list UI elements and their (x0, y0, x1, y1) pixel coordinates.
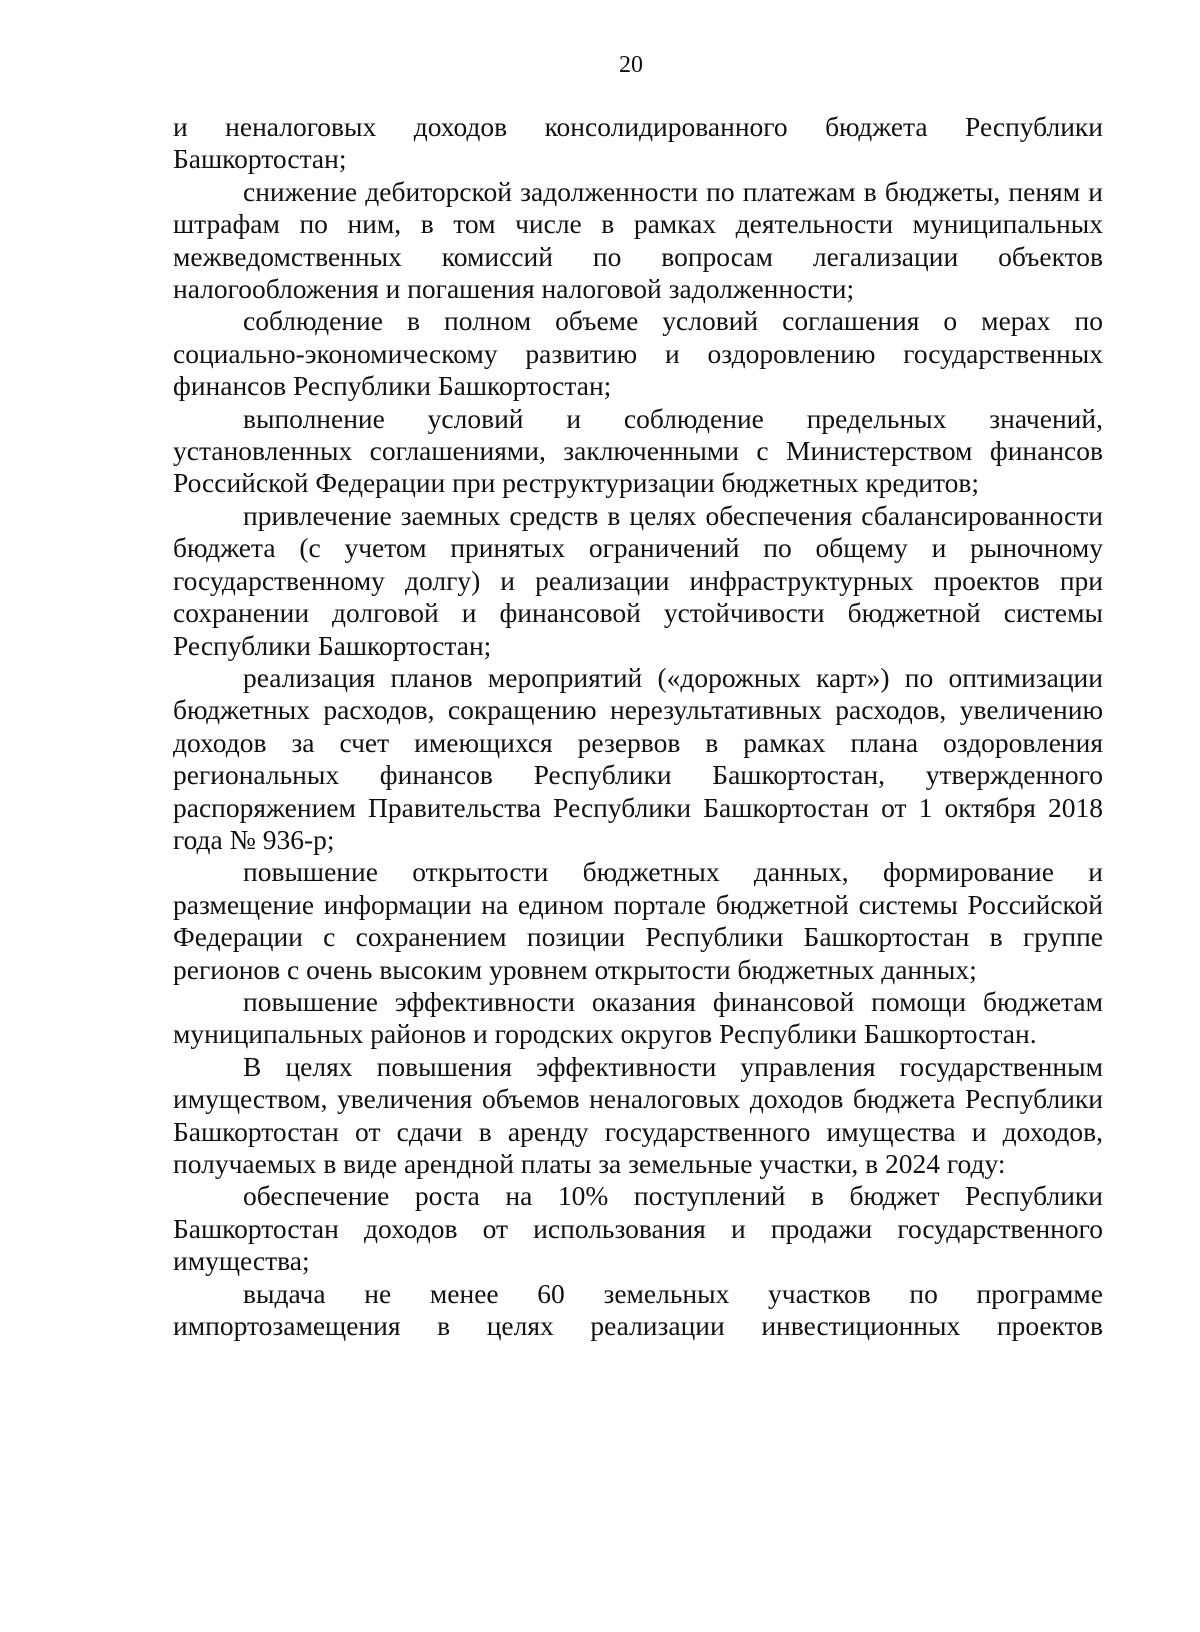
paragraph-receivables-reduction: снижение дебиторской задолженности по платежам в бюджеты, пеням и штрафам по ним, в том числе в рамках деятельности муниципальных межведомственных комиссий по вопросам легализации объектов налогообложения и погашения налоговой задолженности; (173, 175, 1103, 305)
page-number: 20 (619, 52, 643, 78)
paragraph-revenue-growth: обеспечение роста на 10% поступлений в бюджет Республики Башкортостан доходов от использования и продажи государственного имущества; (173, 1180, 1103, 1277)
paragraph-agreement-compliance: соблюдение в полном объеме условий соглашения о мерах по социально-экономическому развитию и оздоровлению государственных финансов Республики Башкортостан; (173, 305, 1103, 402)
paragraph-restructuring-conditions: выполнение условий и соблюдение предельных значений, установленных соглашениями, заключенными с Министерством финансов Российской Федерации при реструктуризации бюджетных кредитов; (173, 402, 1103, 499)
paragraph-roadmaps: реализация планов мероприятий («дорожных карт») по оптимизации бюджетных расходов, сокращению нерезультативных расходов, увеличению доходов за счет имеющихся резервов в рамках плана оздоровления региональных финансов Республики Башкортостан, утвержденного распоряжением Правительства Республики Башкортостан от 1 октября 2018 года № 936-р; (173, 661, 1103, 855)
paragraph-budget-openness: повышение открытости бюджетных данных, формирование и размещение информации на едином портале бюджетной системы Российской Федерации с сохранением позиции Республики Башкортостан в группе регионов с очень высоким уровнем открытости бюджетных данных; (173, 856, 1103, 985)
document-body (173, 111, 1103, 1342)
paragraph-continuation: и неналоговых доходов консолидированного бюджета Республики Башкортостан; (173, 111, 1103, 175)
paragraph-land-plots: выдача не менее 60 земельных участков по программе импортозамещения в целях реализации инвестиционных проектов (173, 1277, 1103, 1342)
paragraph-borrowed-funds: привлечение заемных средств в целях обеспечения сбалансированности бюджета (с учетом принятых ограничений по общему и рыночному государственному долгу) и реализации инфраструктурных проектов при сохранении долговой и финансовой устойчивости бюджетной системы Республики Башкортостан; (173, 499, 1103, 661)
paragraph-property-management: В целях повышения эффективности управления государственным имуществом, увеличения объемов неналоговых доходов бюджета Республики Башкортостан от сдачи в аренду государственного имущества и доходов, получаемых в виде арендной платы за земельные участки, в 2024 году: (173, 1050, 1103, 1179)
paragraph-financial-assistance: повышение эффективности оказания финансовой помощи бюджетам муниципальных районов и городских округов Республики Башкортостан. (173, 985, 1103, 1050)
